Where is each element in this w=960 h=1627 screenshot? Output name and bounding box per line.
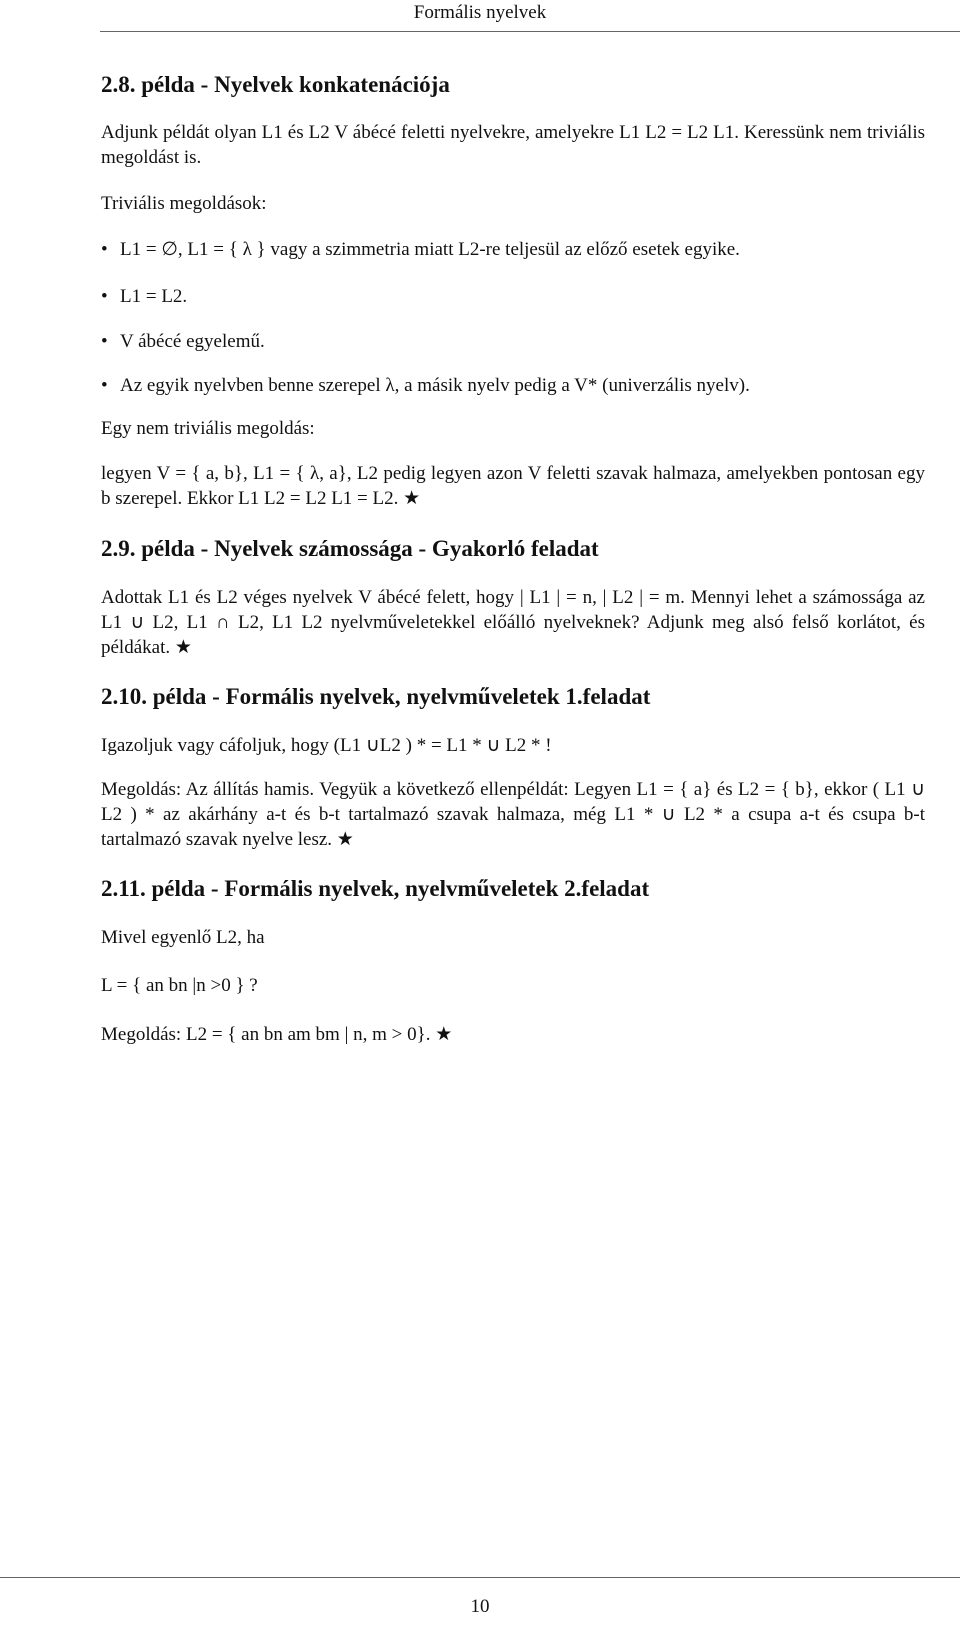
paragraph: Adjunk példát olyan L1 és L2 V ábécé feletti nyelvekre, amelyekre L1 L2 = L2 L1. Keressünk nem triviális megoldást is. bbox=[101, 122, 925, 168]
list-item: Az egyik nyelvben benne szerepel λ, a másik nyelv pedig a V* (univerzális nyelv). bbox=[120, 375, 750, 396]
paragraph: Egy nem triviális megoldás: bbox=[101, 418, 315, 439]
bullet-icon: • bbox=[101, 239, 108, 260]
footer-rule bbox=[0, 1577, 960, 1578]
header-rule bbox=[100, 31, 960, 32]
list-item: L1 = L2. bbox=[120, 286, 188, 307]
list-item: L1 = ∅, L1 = { λ } vagy a szimmetria miatt L2-re teljesül az előző esetek egyike. bbox=[120, 239, 740, 260]
paragraph: Triviális megoldások: bbox=[101, 193, 267, 214]
running-header: Formális nyelvek bbox=[413, 2, 547, 23]
section-heading-2-8: 2.8. példa - Nyelvek konkatenációja bbox=[101, 72, 450, 97]
section-heading-2-11: 2.11. példa - Formális nyelvek, nyelvműveletek 2.feladat bbox=[101, 876, 650, 901]
paragraph: Megoldás: Az állítás hamis. Vegyük a következő ellenpéldát: Legyen L1 = { a} és L2 = { b}, ekkor ( L1 ∪ L2 ) * az akárhány a-t és b-t tartalmazó szavak halmaza, még L1 * ∪ L2 * a csupa a-t és csupa b-t tartalmazó szavak nyelve lesz. ★ bbox=[101, 779, 925, 850]
section-heading-2-9: 2.9. példa - Nyelvek számossága - Gyakorló feladat bbox=[101, 536, 599, 561]
paragraph: Igazoljuk vagy cáfoljuk, hogy (L1 ∪L2 ) * = L1 * ∪ L2 * ! bbox=[101, 735, 552, 756]
section-heading-2-10: 2.10. példa - Formális nyelvek, nyelvműveletek 1.feladat bbox=[101, 684, 651, 709]
paragraph: L = { an bn |n >0 } ? bbox=[101, 975, 258, 996]
bullet-icon: • bbox=[101, 286, 108, 307]
bullet-icon: • bbox=[101, 331, 108, 352]
page-number: 10 bbox=[470, 1596, 490, 1617]
paragraph: Megoldás: L2 = { an bn am bm | n, m > 0}. ★ bbox=[101, 1024, 453, 1045]
paragraph: Mivel egyenlő L2, ha bbox=[101, 927, 265, 948]
bullet-icon: • bbox=[101, 375, 108, 396]
paragraph: legyen V = { a, b}, L1 = { λ, a}, L2 pedig legyen azon V feletti szavak halmaza, amelyekben pontosan egy b szerepel. Ekkor L1 L2 = L2 L1 = L2. ★ bbox=[101, 463, 925, 509]
list-item: V ábécé egyelemű. bbox=[120, 331, 265, 352]
paragraph: Adottak L1 és L2 véges nyelvek V ábécé felett, hogy | L1 | = n, | L2 | = m. Mennyi lehet a számossága az L1 ∪ L2, L1 ∩ L2, L1 L2 nyelvműveletekkel előálló nyelveknek? Adjunk meg alsó felső korlátot, és példákat. ★ bbox=[101, 587, 925, 658]
